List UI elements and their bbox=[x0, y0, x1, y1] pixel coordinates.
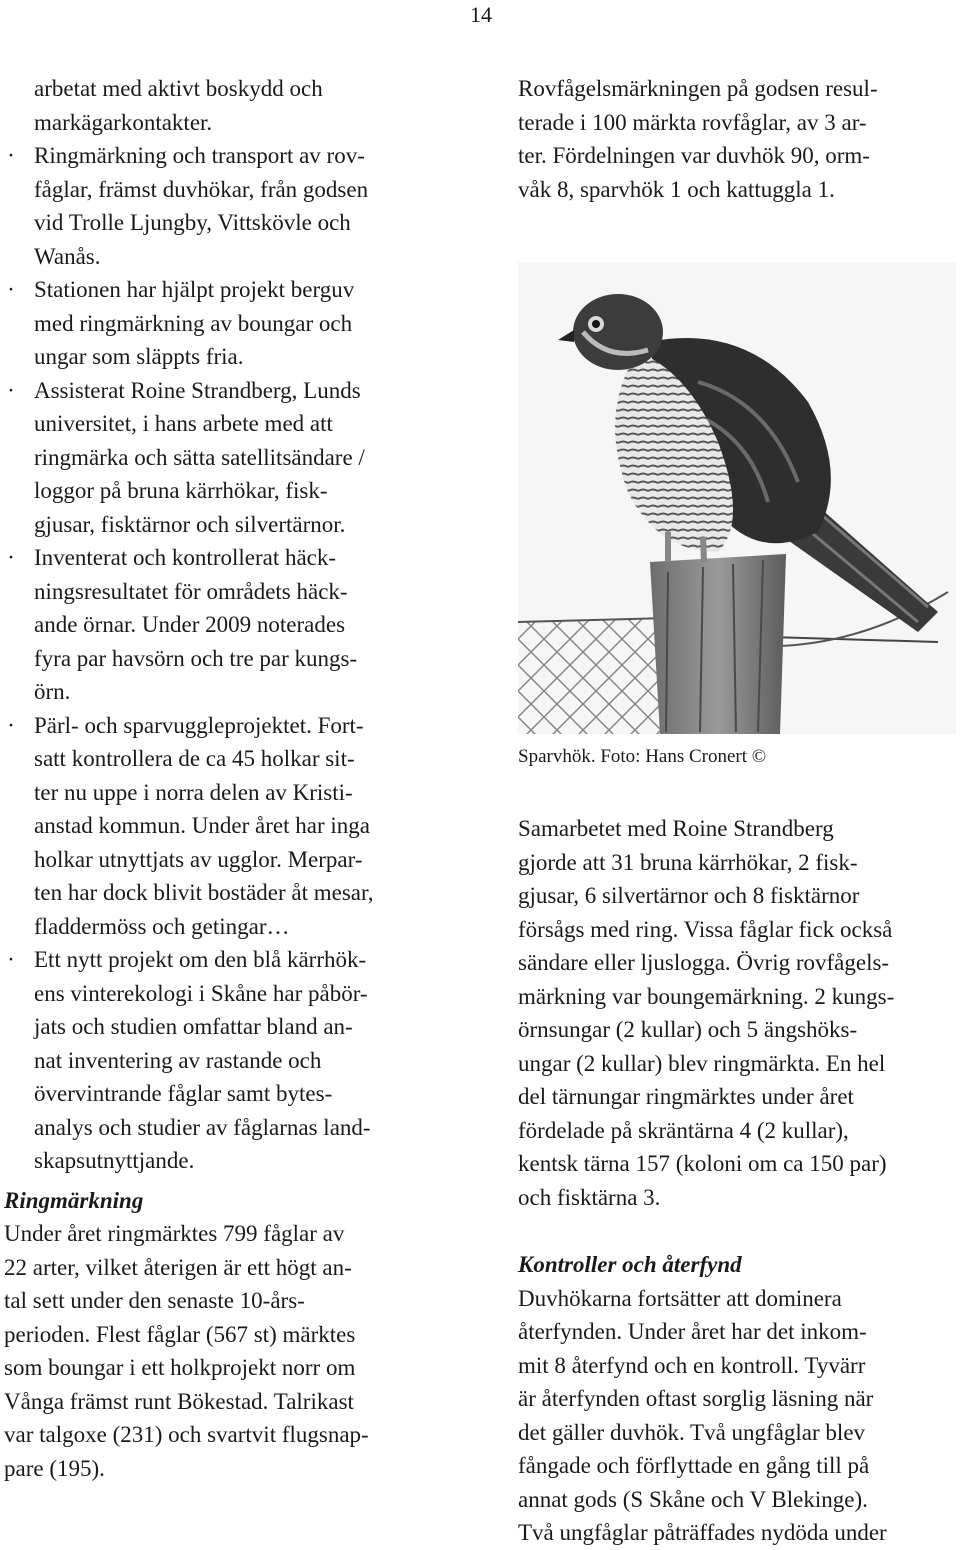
text-line: Pärl- och sparvuggleprojektet. Fort- bbox=[34, 712, 364, 738]
intro-paragraph bbox=[4, 72, 450, 139]
section-heading: Ringmärkning bbox=[4, 1187, 144, 1213]
text-line: Rovfågelsmärkningen på godsen resul- bbox=[518, 76, 878, 101]
text-line: försågs med ring. Vissa fåglar fick också bbox=[518, 916, 893, 942]
text-line: del tärnungar ringmärktes under året bbox=[518, 1084, 854, 1109]
samarbete-paragraph bbox=[518, 812, 956, 1214]
text-line: våk 8, sparvhök 1 och kattuggla 1. bbox=[518, 176, 835, 202]
text-line: holkar utnyttjats av ugglor. Merpar- bbox=[34, 846, 363, 872]
text-line: ningsresultatet för områdets häck- bbox=[34, 578, 348, 604]
text-line: ungar (2 kullar) blev ringmärkta. En hel bbox=[518, 1050, 886, 1076]
text-line: övervintrande fåglar samt bytes- bbox=[34, 1081, 333, 1106]
bullet-dot-icon: · bbox=[7, 143, 15, 168]
text-line: sändare eller ljuslogga. Övrig rovfågels- bbox=[518, 950, 890, 975]
bullet-item bbox=[4, 943, 450, 1178]
text-line: gjusar, fisktärnor och silvertärnor. bbox=[34, 511, 346, 537]
text-line: arbetat med aktivt boskydd och bbox=[34, 76, 323, 101]
text-line: tal sett under den senaste 10-års- bbox=[4, 1288, 305, 1313]
text-line: det gäller duvhök. Två ungfåglar blev bbox=[518, 1419, 866, 1445]
text-line: Wanås. bbox=[34, 243, 101, 269]
text-line: ter. Fördelningen var duvhök 90, orm- bbox=[518, 143, 870, 168]
bullet-item bbox=[4, 709, 450, 944]
text-line: ter nu uppe i norra delen av Kristi- bbox=[34, 779, 353, 805]
text-line: kentsk tärna 157 (koloni om ca 150 par) bbox=[518, 1151, 887, 1176]
text-line: jats och studien omfattar bland an- bbox=[34, 1014, 353, 1039]
text-line: Duvhökarna fortsätter att dominera bbox=[518, 1285, 842, 1311]
right-column-lower bbox=[518, 812, 956, 1550]
text-line: ande örnar. Under 2009 noterades bbox=[34, 612, 346, 637]
text-line: ungar som släppts fria. bbox=[34, 344, 244, 369]
text-line: återfynden. Under året har det inkom- bbox=[518, 1319, 867, 1344]
text-line: ringmärka och sätta satellitsändare / bbox=[34, 444, 365, 470]
text-line: mit 8 återfynd och en kontroll. Tyvärr bbox=[518, 1352, 866, 1378]
text-line: Vånga främst runt Bökestad. Talrikast bbox=[4, 1388, 354, 1414]
photo-caption: Sparvhök. Foto: Hans Cronert © bbox=[518, 746, 767, 767]
section-heading: Kontroller och återfynd bbox=[518, 1252, 742, 1277]
section-kontroller bbox=[518, 1248, 956, 1550]
text-line: och fisktärna 3. bbox=[518, 1184, 661, 1210]
text-line: som boungar i ett holkprojekt norr om bbox=[4, 1355, 356, 1380]
text-line: örn. bbox=[34, 679, 71, 704]
text-line: Ringmärkning och transport av rov- bbox=[34, 143, 365, 168]
text-line: Samarbetet med Roine Strandberg bbox=[518, 816, 834, 841]
text-line: markägarkontakter. bbox=[34, 109, 213, 135]
bullet-dot-icon: · bbox=[7, 545, 15, 570]
text-line: Assisterat Roine Strandberg, Lunds bbox=[34, 377, 361, 403]
text-line: Ett nytt projekt om den blå kärrhök- bbox=[34, 947, 367, 972]
text-line: örnsungar (2 kullar) och 5 ängshöks- bbox=[518, 1017, 858, 1042]
text-line: satt kontrollera de ca 45 holkar sit- bbox=[34, 746, 355, 771]
text-line: är återfynden oftast sorglig läsning när bbox=[518, 1386, 874, 1411]
left-column bbox=[4, 72, 450, 1485]
text-line: universitet, i hans arbete med att bbox=[34, 411, 333, 436]
text-line: gjorde att 31 bruna kärrhökar, 2 fisk- bbox=[518, 849, 858, 875]
bullet-dot-icon: · bbox=[7, 712, 15, 738]
text-line: ten har dock blivit bostäder åt mesar, bbox=[34, 880, 374, 905]
text-line: vid Trolle Ljungby, Vittskövle och bbox=[34, 210, 351, 235]
right-column-top bbox=[518, 72, 956, 206]
text-line: fåglar, främst duvhökar, från godsen bbox=[34, 176, 369, 202]
text-line: pare (195). bbox=[4, 1455, 105, 1481]
page-number: 14 bbox=[470, 2, 492, 27]
section-ringmarkning bbox=[4, 1184, 450, 1486]
bullet-dot-icon: · bbox=[7, 377, 15, 403]
bullet-item bbox=[4, 541, 450, 709]
text-line: fyra par havsörn och tre par kungs- bbox=[34, 645, 358, 671]
text-line: Två ungfåglar påträffades nydöda under bbox=[518, 1520, 887, 1545]
bullet-dot-icon: · bbox=[7, 277, 15, 302]
text-line: Under året ringmärktes 799 fåglar av bbox=[4, 1221, 345, 1246]
text-line: Stationen har hjälpt projekt berguv bbox=[34, 277, 355, 302]
bullet-item bbox=[4, 374, 450, 542]
text-line: nat inventering av rastande och bbox=[34, 1047, 322, 1073]
bullet-item bbox=[4, 139, 450, 273]
text-line: fördelade på skräntärna 4 (2 kullar), bbox=[518, 1117, 849, 1143]
text-line: märkning var boungemärkning. 2 kungs- bbox=[518, 983, 895, 1009]
text-line: skapsutnyttjande. bbox=[34, 1148, 195, 1173]
sparrowhawk-illustration bbox=[518, 262, 956, 734]
text-line: ens vinterekologi i Skåne har påbör- bbox=[34, 980, 368, 1006]
text-line: 22 arter, vilket återigen är ett högt an- bbox=[4, 1254, 352, 1280]
text-line: med ringmärkning av boungar och bbox=[34, 310, 353, 336]
text-line: fångade och förflyttade en gång till på bbox=[518, 1453, 870, 1478]
text-line: analys och studier av fåglarnas land- bbox=[34, 1114, 371, 1140]
bullet-dot-icon: · bbox=[7, 947, 15, 972]
bullet-item bbox=[4, 273, 450, 374]
text-line: fladdermöss och getingar… bbox=[34, 913, 290, 939]
text-line: loggor på bruna kärrhökar, fisk- bbox=[34, 478, 328, 503]
text-line: var talgoxe (231) och svartvit flugsnap- bbox=[4, 1422, 369, 1447]
text-line: Inventerat och kontrollerat häck- bbox=[34, 545, 337, 570]
text-line: anstad kommun. Under året har inga bbox=[34, 813, 370, 838]
text-line: terade i 100 märkta rovfåglar, av 3 ar- bbox=[518, 109, 867, 135]
sparrowhawk-photo bbox=[518, 262, 956, 734]
text-line: perioden. Flest fåglar (567 st) märktes bbox=[4, 1321, 356, 1347]
text-line: annat gods (S Skåne och V Blekinge). bbox=[518, 1486, 868, 1512]
text-line: gjusar, 6 silvertärnor och 8 fisktärnor bbox=[518, 883, 860, 908]
